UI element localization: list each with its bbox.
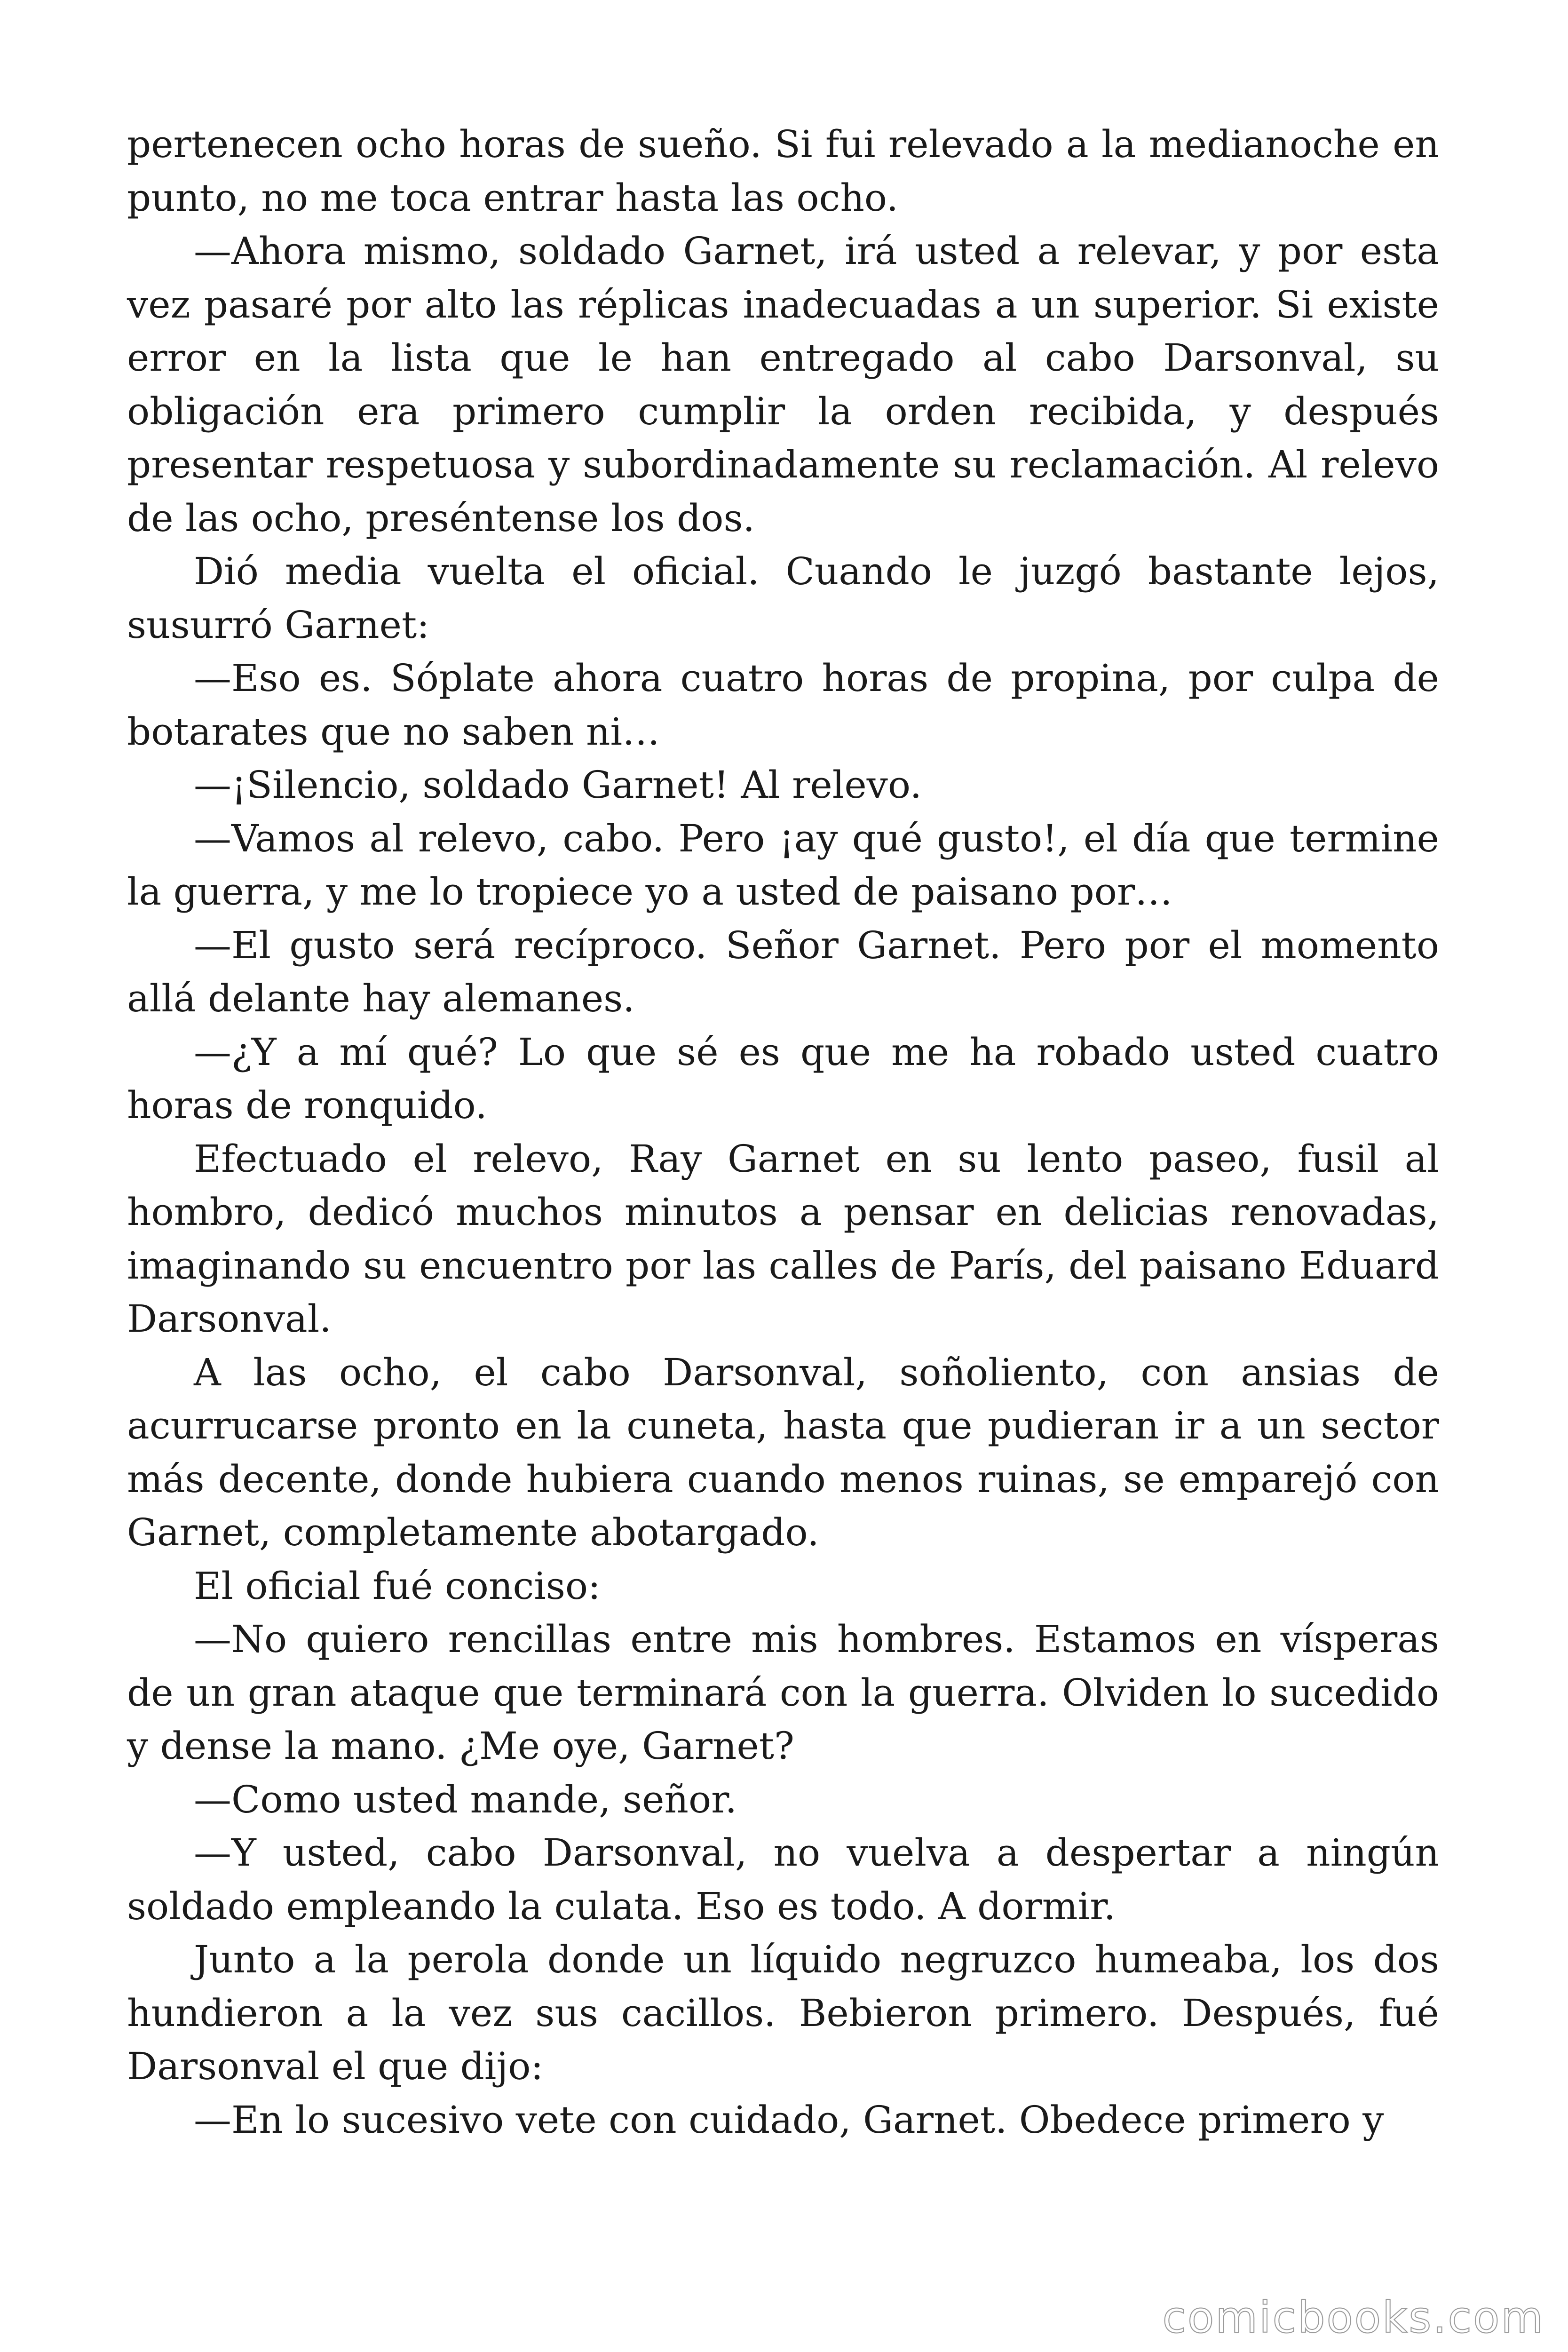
paragraph: —No quiero rencillas entre mis hombres. Estamos en vísperas de un gran ataque que terminará con la guerra. Olviden lo sucedido y dense la mano. ¿Me oye, Garnet? <box>127 1617 1439 1768</box>
paragraph: —El gusto será recíproco. Señor Garnet. Pero por el momento allá delante hay alemanes. <box>127 923 1439 1020</box>
paragraph: —¡Silencio, soldado Garnet! Al relevo. <box>194 763 922 807</box>
paragraph: A las ocho, el cabo Darsonval, soñoliento, con ansias de acurrucarse pronto en la cuneta, hasta que pudieran ir a un sector más decente, donde hubiera cuando menos ruinas, se emparejó con Garnet, completamente abotargado. <box>127 1350 1439 1554</box>
watermark-logo: comicbooks.com <box>1162 2292 1544 2343</box>
body-text <box>127 118 1439 2146</box>
paragraph: El oficial fué conciso: <box>194 1564 601 1608</box>
paragraph: pertenecen ocho horas de sueño. Si fui relevado a la medianoche en punto, no me toca entrar hasta las ocho. <box>127 122 1439 220</box>
paragraph: —En lo sucesivo vete con cuidado, Garnet. Obedece primero y <box>194 2098 1384 2142</box>
paragraph: Efectuado el relevo, Ray Garnet en su lento paseo, fusil al hombro, dedicó muchos minutos a pensar en delicias renovadas, imaginando su encuentro por las calles de París, del paisano Eduard Darsonval. <box>127 1136 1439 1341</box>
paragraph: —Como usted mande, señor. <box>194 1777 737 1821</box>
paragraph: —Y usted, cabo Darsonval, no vuelva a despertar a ningún soldado empleando la culata. Eso es todo. A dormir. <box>127 1831 1439 1928</box>
paragraph: —Vamos al relevo, cabo. Pero ¡ay qué gusto!, el día que termine la guerra, y me lo tropiece yo a usted de paisano por… <box>127 816 1439 914</box>
paragraph: —Eso es. Sóplate ahora cuatro horas de propina, por culpa de botarates que no saben ni… <box>127 656 1439 754</box>
paragraph: Dió media vuelta el oficial. Cuando le juzgó bastante lejos, susurró Garnet: <box>127 549 1439 647</box>
paragraph: —¿Y a mí qué? Lo que sé es que me ha robado usted cuatro horas de ronquido. <box>127 1030 1439 1127</box>
paragraph: —Ahora mismo, soldado Garnet, irá usted a relevar, y por esta vez pasaré por alto las réplicas inadecuadas a un superior. Si existe error en la lista que le han entregado al cabo Darsonval, su obligación era primero cumplir la orden recibida, y después presentar respetuosa y subordinadamente su reclamación. Al relevo de las ocho, preséntense los dos. <box>127 229 1439 540</box>
paragraph: Junto a la perola donde un líquido negruzco humeaba, los dos hundieron a la vez sus cacillos. Bebieron primero. Después, fué Darsonval el que dijo: <box>127 1938 1439 2088</box>
